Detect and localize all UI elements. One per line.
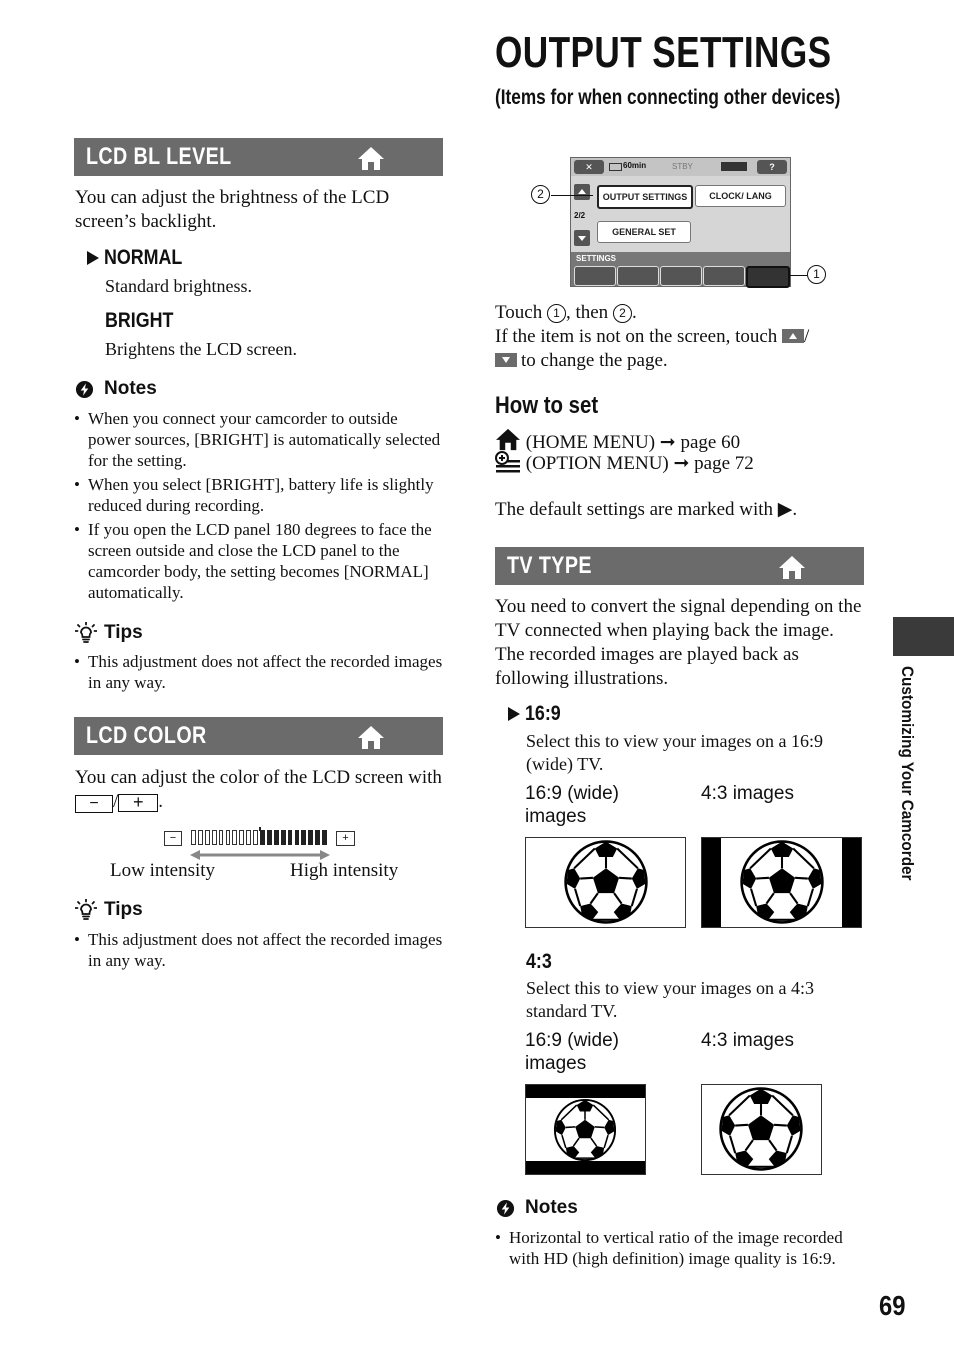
slider-tick — [267, 830, 272, 845]
page-title: OUTPUT SETTINGS — [495, 28, 832, 77]
letterbox-bar — [526, 1085, 645, 1098]
intensity-slider — [164, 828, 356, 862]
slider-tick — [301, 830, 306, 845]
notes-heading — [75, 378, 275, 402]
callout-2 — [531, 185, 601, 205]
soccer-ball-icon — [563, 839, 649, 925]
notes-icon — [75, 380, 94, 399]
play-triangle-icon — [86, 250, 100, 266]
tips-heading-label: Tips — [104, 899, 143, 920]
home-icon — [357, 145, 385, 171]
slider-minus: − — [164, 831, 182, 846]
down-arrow-button-icon — [495, 353, 517, 367]
lcd-bl-intro: You can adjust the brightness of the LCD screen’s backlight. — [75, 187, 390, 232]
slider-tick — [232, 830, 237, 845]
clock-lang-button[interactable]: CLOCK/ LANG — [695, 185, 786, 207]
option-menu-line — [495, 451, 875, 476]
page-indicator: 2/2 — [574, 211, 586, 220]
tab-settings[interactable] — [746, 266, 790, 288]
low-intensity-label: Low intensity — [110, 860, 216, 881]
tv169-wide-illustration — [525, 837, 686, 928]
option-menu-icon — [495, 451, 521, 473]
page-change-instruction — [495, 325, 875, 349]
slider-tick — [308, 830, 313, 845]
touch-period: . — [631, 302, 637, 323]
screen-footer-label: SETTINGS — [576, 254, 617, 263]
battery-icon — [609, 163, 622, 171]
tab-other[interactable] — [703, 266, 745, 286]
tv169-43-illustration — [701, 837, 862, 928]
home-menu-text: (HOME MENU) ➞ page 60 — [525, 432, 741, 453]
slider-current-marker — [259, 827, 261, 831]
lcd-color-intro-text: You can adjust the color of the LCD screen with — [75, 767, 442, 788]
slider-tick — [315, 830, 320, 845]
how-to-set-heading: How to set — [495, 392, 599, 419]
touch-instruction — [495, 301, 875, 325]
battery-remaining: 60min — [623, 161, 647, 170]
touch-text: Touch — [495, 302, 543, 323]
slider-tick — [295, 830, 300, 845]
status-text: STBY — [672, 162, 693, 171]
notes-icon — [496, 1199, 515, 1218]
pillar-bar — [702, 838, 721, 927]
plus-button-glyph: + — [118, 794, 158, 812]
notes-heading-label: Notes — [525, 1197, 578, 1218]
slider-tick — [246, 830, 251, 845]
tv43-43-illustration — [701, 1084, 822, 1175]
home-icon — [357, 724, 385, 750]
callout-1-ref: 1 — [547, 304, 566, 323]
lcd-color-header — [74, 717, 443, 755]
touch-then: , then — [565, 302, 609, 323]
slider-tick — [274, 830, 279, 845]
tip-item: • This adjustment does not affect the recorded images in any way. — [74, 929, 448, 971]
general-set-button[interactable]: GENERAL SET — [597, 221, 691, 243]
help-button[interactable]: ? — [757, 160, 787, 174]
tips-bulb-icon — [75, 899, 97, 921]
slash: / — [804, 326, 810, 347]
option-bright-desc: Brightens the LCD screen. — [105, 339, 297, 359]
slider-tick — [219, 830, 224, 845]
slash: / — [113, 791, 119, 812]
slider-tick — [212, 830, 217, 845]
option-normal-desc: Standard brightness. — [105, 276, 252, 296]
list-item: • When you select [BRIGHT], battery life is slightly reduced during recording. — [74, 474, 444, 516]
screen-topbar — [571, 158, 790, 176]
option-4-3-label: 4:3 — [526, 950, 552, 973]
tip-item: • This adjustment does not affect the recorded images in any way. — [74, 651, 448, 693]
notes-list — [74, 408, 444, 603]
label-wide-images: 16:9 (wide) images — [525, 783, 619, 827]
output-settings-button[interactable]: OUTPUT SETTINGS — [597, 185, 693, 209]
minus-button-glyph: − — [75, 795, 113, 813]
slider-tick — [198, 830, 203, 845]
tab-playback[interactable] — [617, 266, 659, 286]
option-4-3-desc: Select this to view your images on a 4:3 standard TV. — [526, 978, 814, 1021]
callout-2-number: 2 — [531, 185, 550, 204]
list-item: • When you connect your camcorder to outside power sources, [BRIGHT] is automatically selected for the setting. — [74, 408, 444, 471]
notes-heading — [496, 1197, 696, 1221]
page-change-text-2: to change the page. — [521, 350, 668, 371]
soccer-ball-icon — [739, 839, 825, 925]
side-tab-marker — [893, 617, 954, 656]
slider-tick — [226, 830, 231, 845]
slider-tick — [322, 830, 327, 845]
option-16-9-label: 16:9 — [525, 702, 561, 725]
slider-tick — [191, 830, 196, 845]
side-tab-label: Customizing Your Camcorder — [898, 666, 917, 881]
option-normal-label: NORMAL — [104, 246, 183, 269]
option-16-9-desc: Select this to view your images on a 16:9 (wide) TV. — [526, 731, 823, 774]
slider-tick — [239, 830, 244, 845]
tips-heading — [75, 622, 275, 646]
option-bright-label: BRIGHT — [105, 309, 174, 332]
list-item: • Horizontal to vertical ratio of the image recorded with HD (high definition) image quality is 16:9. — [495, 1227, 854, 1269]
period: . — [158, 791, 164, 812]
play-triangle-icon — [507, 706, 521, 722]
page-change-instruction-2 — [495, 349, 875, 373]
lcd-color-intro — [75, 766, 450, 814]
tv-type-intro: You need to convert the signal depending on the TV connected when playing back the image. The recorded images are played back as following illustrations. — [495, 596, 862, 689]
lcd-bl-level-header — [74, 138, 443, 176]
callout-2-ref: 2 — [613, 304, 632, 323]
default-note: The default settings are marked with ▶. — [495, 499, 798, 520]
option-normal — [86, 246, 286, 272]
page-down-button[interactable] — [574, 230, 590, 246]
pillar-bar — [842, 838, 861, 927]
quality-icon — [721, 162, 747, 171]
slider-tick — [281, 830, 286, 845]
soccer-ball-icon — [718, 1086, 804, 1172]
close-button[interactable]: ✕ — [574, 160, 604, 174]
slider-ticks — [191, 830, 329, 846]
chevron-down-icon — [574, 230, 590, 246]
option-16-9 — [507, 702, 707, 728]
tv-type-header — [495, 547, 864, 585]
callout-1 — [790, 265, 830, 285]
up-arrow-button-icon — [782, 329, 804, 343]
tv-type-title: TV TYPE — [507, 552, 592, 579]
callout-1-number: 1 — [807, 265, 826, 284]
tips-heading-label: Tips — [104, 622, 143, 643]
soccer-ball-icon — [553, 1098, 617, 1162]
option-menu-text: (OPTION MENU) ➞ page 72 — [525, 453, 754, 474]
lcd-color-title: LCD COLOR — [86, 722, 207, 749]
tab-camera[interactable] — [574, 266, 616, 286]
slider-tick — [260, 830, 265, 845]
label-43-images: 4:3 images — [701, 783, 794, 804]
label-43-images: 4:3 images — [701, 1030, 794, 1051]
home-icon — [495, 427, 521, 451]
tab-edit[interactable] — [660, 266, 702, 286]
lcd-bl-level-title: LCD BL LEVEL — [86, 143, 232, 170]
letterbox-bar — [526, 1161, 645, 1174]
slider-tick — [288, 830, 293, 845]
page-subtitle: (Items for when connecting other devices) — [495, 86, 841, 109]
high-intensity-label: High intensity — [290, 860, 399, 881]
notes-heading-label: Notes — [104, 378, 157, 399]
slider-tick — [205, 830, 210, 845]
home-icon — [778, 554, 806, 580]
tips-bulb-icon — [75, 622, 97, 644]
slider-plus: + — [336, 831, 355, 846]
page-number: 69 — [879, 1290, 906, 1321]
tv43-wide-illustration — [525, 1084, 646, 1175]
slider-tick — [253, 830, 258, 845]
tips-heading — [75, 899, 275, 923]
page-change-text: If the item is not on the screen, touch — [495, 326, 778, 347]
label-wide-images: 16:9 (wide) images — [525, 1030, 619, 1074]
list-item: • If you open the LCD panel 180 degrees to face the screen outside and close the LCD panel to the camcorder body, the setting becomes [NORMAL] automatically. — [74, 519, 444, 603]
